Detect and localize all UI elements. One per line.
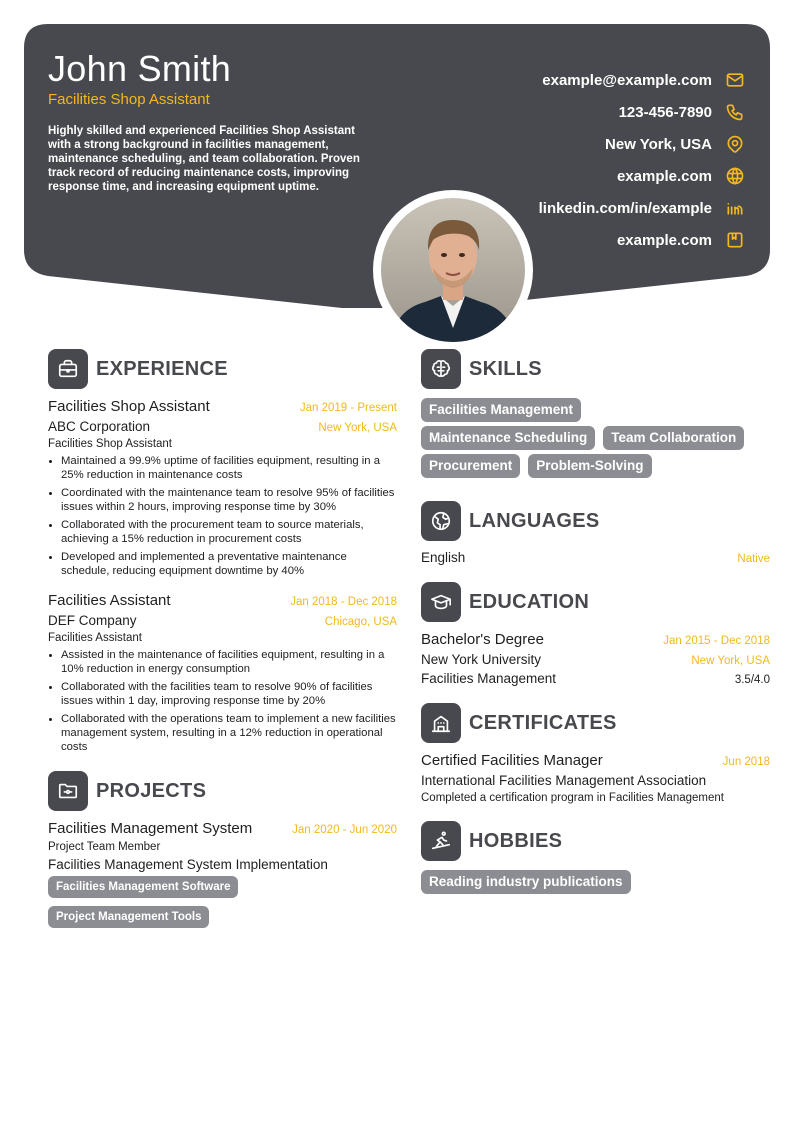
language-level: Native xyxy=(737,553,770,565)
briefcase-icon xyxy=(48,349,88,389)
skills-list xyxy=(421,398,770,482)
certificates-section xyxy=(421,702,770,804)
contact-phone-text[interactable]: 123-456-7890 xyxy=(618,103,712,121)
job-bullet: • Developed and implemented a preventative maintenance schedule, reducing equipment downtime by 40% xyxy=(61,550,397,578)
phone-icon xyxy=(724,101,746,123)
job-bullets xyxy=(48,454,397,578)
certificates-title: CERTIFICATES xyxy=(469,711,617,734)
left-column xyxy=(48,348,397,932)
skill-chip: Problem-Solving xyxy=(528,454,651,478)
education-entry xyxy=(421,631,770,686)
language-name: English xyxy=(421,550,466,565)
job-bullets xyxy=(48,648,397,754)
job-bullet: • Collaborated with the operations team to implement a new facilities management system, resulting in a 12% reduction in operational costs xyxy=(61,712,397,754)
project-dates: Jan 2020 - Jun 2020 xyxy=(292,824,397,836)
certificate-name: Certified Facilities Manager xyxy=(421,752,603,769)
certificate-issuer: International Facilities Management Association xyxy=(421,773,707,788)
experience-entry xyxy=(48,592,397,754)
certificate-building-icon xyxy=(421,703,461,743)
candidate-role: Facilities Shop Assistant xyxy=(48,91,210,108)
job-company: ABC Corporation xyxy=(48,419,151,434)
brain-icon xyxy=(421,349,461,389)
contact-phone[interactable] xyxy=(539,96,746,128)
contact-portfolio-text[interactable]: example.com xyxy=(616,231,712,249)
job-bullet: • Assisted in the maintenance of facilities equipment, resulting in a 10% reduction in energy consumption xyxy=(61,648,397,676)
education-gpa: 3.5/4.0 xyxy=(734,674,770,686)
job-location: Chicago, USA xyxy=(324,616,397,628)
contact-website-text[interactable]: example.com xyxy=(616,167,712,185)
experience-title: EXPERIENCE xyxy=(96,357,228,380)
certificate-description: Completed a certification program in Facilities Management xyxy=(421,792,724,804)
languages-section xyxy=(421,500,770,565)
projects-section xyxy=(48,770,397,932)
job-subtitle: Facilities Shop Assistant xyxy=(48,438,173,450)
mail-icon xyxy=(724,69,746,91)
job-position: Facilities Assistant xyxy=(48,592,171,609)
education-degree: Bachelor's Degree xyxy=(421,631,544,648)
hobby-chip: Reading industry publications xyxy=(421,870,631,894)
contact-website[interactable] xyxy=(539,160,746,192)
graduation-cap-icon xyxy=(421,582,461,622)
certificate-date: Jun 2018 xyxy=(722,756,770,768)
contact-portfolio[interactable] xyxy=(539,224,746,256)
experience-entry xyxy=(48,398,397,578)
language-item xyxy=(421,550,770,565)
project-tag: Project Management Tools xyxy=(48,906,209,928)
project-role: Project Team Member xyxy=(48,841,161,853)
bookmark-icon xyxy=(724,229,746,251)
contact-linkedin[interactable] xyxy=(539,192,746,224)
location-pin-icon xyxy=(724,133,746,155)
contact-location-text: New York, USA xyxy=(605,135,712,153)
contact-linkedin-text[interactable]: linkedin.com/in/example xyxy=(538,199,712,217)
job-bullet: • Collaborated with the procurement team to source materials, achieving a 15% reduction in procurement costs xyxy=(61,518,397,546)
skills-section xyxy=(421,348,770,482)
avatar xyxy=(381,198,525,342)
hobbies-section xyxy=(421,820,770,898)
job-bullet: • Collaborated with the facilities team to resolve 90% of facilities issues within 1 day, improving response time by 20% xyxy=(61,680,397,708)
profile-summary: Highly skilled and experienced Facilities Shop Assistant with a strong background in facilities management, maintenance scheduling, and team collaboration. Proven track record of reducing maintenance costs, improving response time, and increasing equipment uptime. xyxy=(48,125,360,193)
projects-title: PROJECTS xyxy=(96,779,207,802)
project-tags xyxy=(48,876,397,932)
job-position: Facilities Shop Assistant xyxy=(48,398,210,415)
education-section xyxy=(421,581,770,686)
right-column xyxy=(421,348,770,898)
education-dates: Jan 2015 - Dec 2018 xyxy=(663,635,770,647)
skill-chip: Facilities Management xyxy=(421,398,581,422)
job-bullet: • Maintained a 99.9% uptime of facilities equipment, resulting in a 25% reduction in maintenance costs xyxy=(61,454,397,482)
skill-chip: Team Collaboration xyxy=(603,426,744,450)
education-field: Facilities Management xyxy=(421,671,557,686)
education-title: EDUCATION xyxy=(469,590,590,613)
experience-section xyxy=(48,348,397,754)
hobbies-title: HOBBIES xyxy=(469,829,563,852)
skiing-icon xyxy=(421,821,461,861)
project-tag: Facilities Management Software xyxy=(48,876,238,898)
project-description: Facilities Management System Implementation xyxy=(48,857,328,872)
job-dates: Jan 2018 - Dec 2018 xyxy=(290,596,397,608)
job-company: DEF Company xyxy=(48,613,137,628)
language-globe-icon xyxy=(421,501,461,541)
candidate-name: John Smith xyxy=(48,48,232,89)
project-entry xyxy=(48,820,397,932)
job-location: New York, USA xyxy=(318,422,397,434)
contact-email[interactable] xyxy=(539,64,746,96)
languages-title: LANGUAGES xyxy=(469,509,600,532)
folder-icon xyxy=(48,771,88,811)
skill-chip: Maintenance Scheduling xyxy=(421,426,595,450)
job-bullet: • Coordinated with the maintenance team to resolve 95% of facilities issues within 2 hours, improving response time by 30% xyxy=(61,486,397,514)
job-dates: Jan 2019 - Present xyxy=(299,402,397,414)
globe-icon xyxy=(724,165,746,187)
hobbies-list xyxy=(421,870,770,898)
project-name: Facilities Management System xyxy=(48,820,253,837)
education-location: New York, USA xyxy=(691,655,770,667)
certificate-entry xyxy=(421,752,770,804)
contact-email-text[interactable]: example@example.com xyxy=(542,71,712,89)
contact-list xyxy=(539,64,746,256)
job-subtitle: Facilities Assistant xyxy=(48,632,142,644)
skills-title: SKILLS xyxy=(469,357,542,380)
linkedin-icon xyxy=(724,197,746,219)
contact-location xyxy=(539,128,746,160)
profile-photo xyxy=(373,190,533,350)
skill-chip: Procurement xyxy=(421,454,520,478)
education-school: New York University xyxy=(421,652,542,667)
